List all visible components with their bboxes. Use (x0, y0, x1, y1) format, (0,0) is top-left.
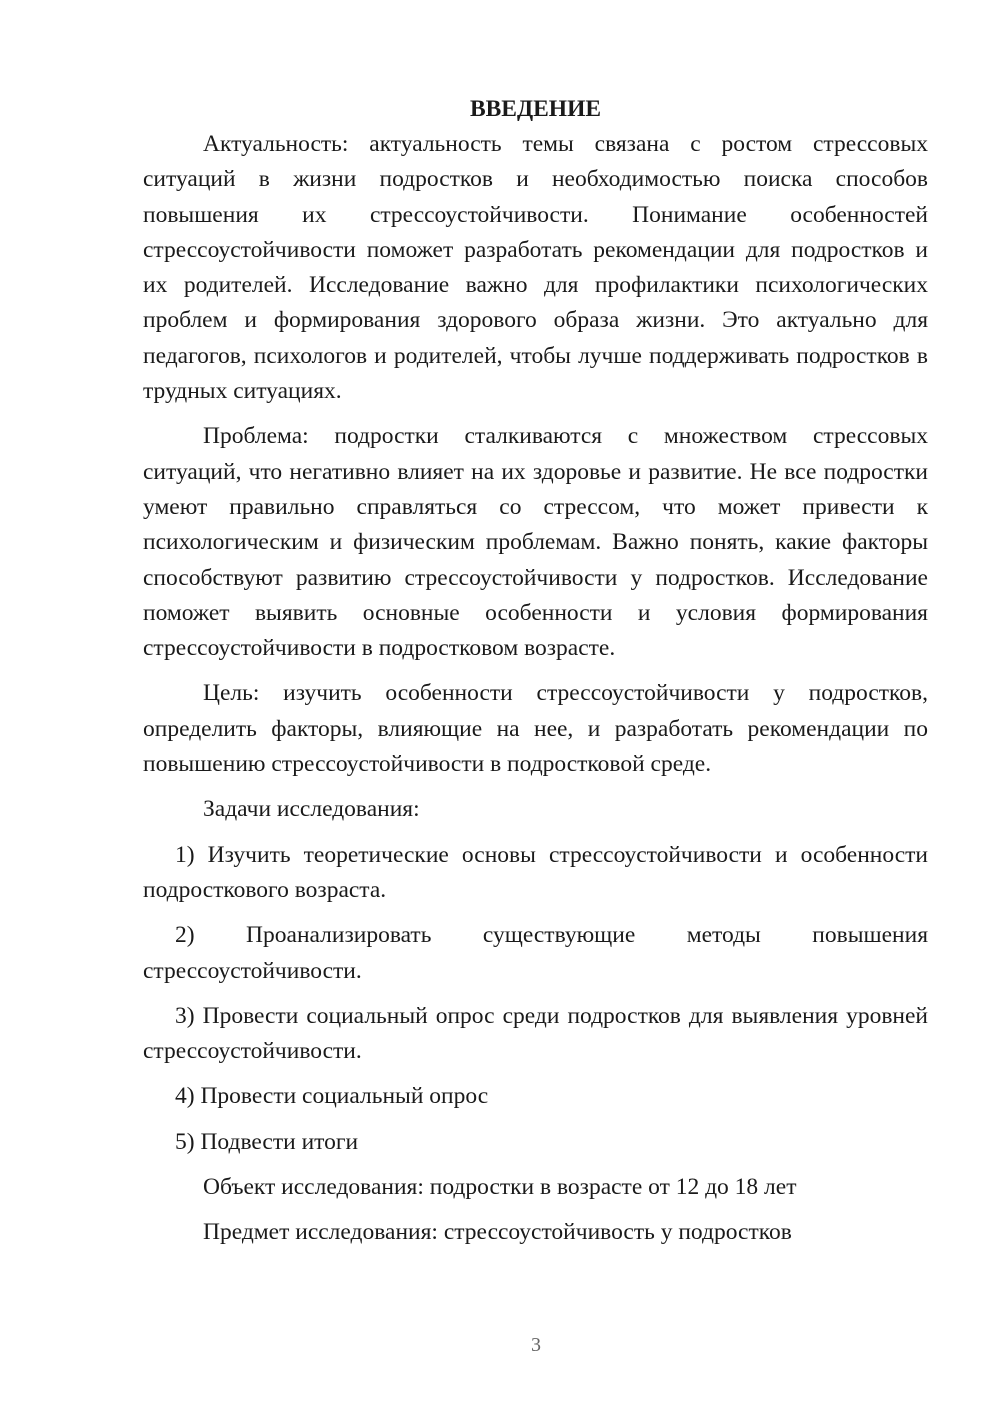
tasks-heading: Задачи исследования: (203, 796, 420, 823)
task-item-1: 1) Изучить теоретические основы стрессоустойчивости и особенности подросткового возраста. (143, 841, 928, 903)
task-item-4: 4) Провести социальный опрос (175, 1083, 489, 1110)
research-subject: Предмет исследования: стрессоустойчивость у подростков (203, 1219, 792, 1246)
research-object: Объект исследования: подростки в возрасте от 12 до 18 лет (203, 1174, 797, 1201)
problem-paragraph: Проблема: подростки сталкиваются с множеством стрессовых ситуаций, что негативно влияет на их здоровье и развитие. Не все подростки умеют правильно справляться со стрессом, что может привести к психологическим и физическим проблемам. Важно понять, какие факторы способствуют развитию стрессоустойчивости у подростков. Исследование поможет выявить основные особенности и условия формирования стрессоустойчивости в подростковом возрасте. (143, 423, 928, 662)
task-item-5: 5) Подвести итоги (175, 1128, 359, 1155)
document-body (143, 92, 928, 1251)
relevance-paragraph: Актуальность: актуальность темы связана с ростом стрессовых ситуаций в жизни подростков и необходимостью поиска способов повышения их стрессоустойчивости. Понимание особенностей стрессоустойчивости поможет разработать рекомендации для подростков и их родителей. Исследование важно для профилактики психологических проблем и формирования здорового образа жизни. Это актуально для педагогов, психологов и родителей, чтобы лучше поддерживать подростков в трудных ситуациях. (143, 131, 928, 405)
page-number: 3 (531, 1334, 541, 1356)
section-title: ВВЕДЕНИЕ (469, 96, 602, 122)
task-item-2: 2) Проанализировать существующие методы повышения стрессоустойчивости. (143, 922, 928, 984)
goal-paragraph: Цель: изучить особенности стрессоустойчивости у подростков, определить факторы, влияющие на нее, и разработать рекомендации по повышению стрессоустойчивости в подростковой среде. (143, 680, 928, 778)
task-item-3: 3) Провести социальный опрос среди подростков для выявления уровней стрессоустойчивости. (143, 1002, 928, 1065)
